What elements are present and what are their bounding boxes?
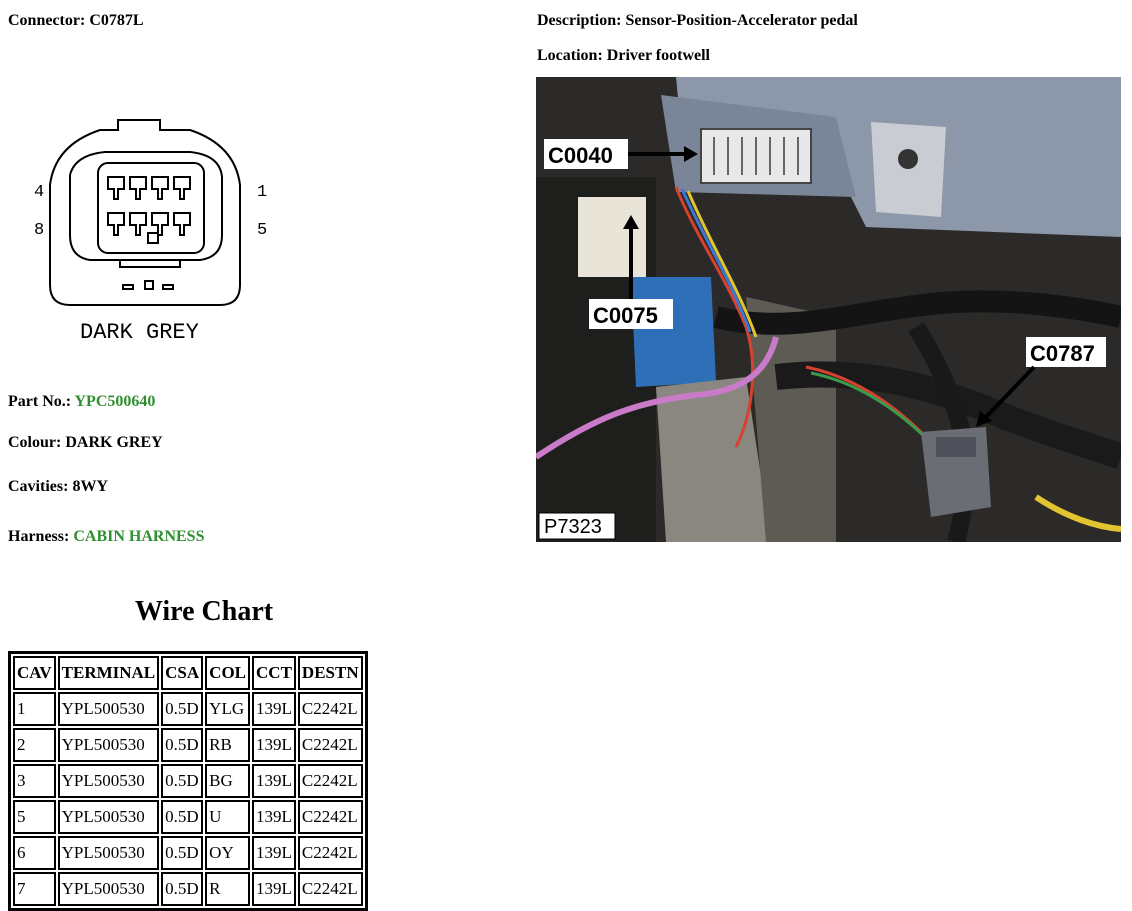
connector-value: C0787L [89,12,144,29]
pin-label-8: 8 [34,221,45,240]
column-header-cav: CAV [13,656,56,690]
photo-id: P7323 [544,516,602,538]
terminal-cell: YPL500530 [58,836,160,870]
cav-cell: 2 [13,728,56,762]
cav-cell: 5 [13,800,56,834]
csa-cell: 0.5D [161,800,203,834]
col-cell: BG [205,764,250,798]
destn-cell: C2242L [298,872,363,906]
part-no-line [8,393,155,411]
pin-label-1: 1 [257,183,268,202]
terminal-cell: YPL500530 [58,800,160,834]
part-no-label: Part No.: [8,393,72,410]
cct-cell: 139L [252,728,296,762]
cavities-line [8,478,108,496]
col-cell: RB [205,728,250,762]
colour-value: DARK GREY [65,434,163,451]
connector-line [8,12,144,30]
colour-label: Colour: [8,434,62,451]
col-cell: U [205,800,250,834]
csa-cell: 0.5D [161,692,203,726]
colour-line [8,434,163,452]
connector-face-diagram [30,105,280,355]
terminal-cell: YPL500530 [58,872,160,906]
cavities-value: 8WY [72,478,108,495]
table-row [13,764,363,798]
cav-cell: 3 [13,764,56,798]
cav-cell: 1 [13,692,56,726]
cct-cell: 139L [252,800,296,834]
callout-c0075: C0075 [593,303,658,328]
location-line [537,47,710,65]
table-row [13,836,363,870]
cavities-label: Cavities: [8,478,69,495]
destn-cell: C2242L [298,800,363,834]
table-header-row [13,656,363,690]
destn-cell: C2242L [298,728,363,762]
harness-label: Harness: [8,528,70,545]
column-header-destn: DESTN [298,656,363,690]
diagram-colour-caption: DARK GREY [80,320,199,345]
cav-cell: 7 [13,872,56,906]
location-value: Driver footwell [606,47,710,64]
table-row [13,692,363,726]
cct-cell: 139L [252,836,296,870]
table-row [13,872,363,906]
table-row [13,800,363,834]
csa-cell: 0.5D [161,764,203,798]
destn-cell: C2242L [298,836,363,870]
cct-cell: 139L [252,764,296,798]
callout-c0040: C0040 [548,143,613,168]
cct-cell: 139L [252,872,296,906]
description-label: Description: [537,12,622,29]
col-cell: YLG [205,692,250,726]
terminal-cell: YPL500530 [58,692,160,726]
description-line [537,12,858,30]
csa-cell: 0.5D [161,728,203,762]
terminal-cell: YPL500530 [58,728,160,762]
harness-link[interactable]: CABIN HARNESS [73,528,205,545]
csa-cell: 0.5D [161,872,203,906]
callout-c0787: C0787 [1030,341,1095,366]
col-cell: R [205,872,250,906]
col-cell: OY [205,836,250,870]
column-header-csa: CSA [161,656,203,690]
harness-line [8,528,204,546]
column-header-cct: CCT [252,656,296,690]
pin-label-4: 4 [34,183,45,202]
destn-cell: C2242L [298,692,363,726]
cavity-row-top [108,177,190,199]
destn-cell: C2242L [298,764,363,798]
column-header-terminal: TERMINAL [58,656,160,690]
description-value: Sensor-Position-Accelerator pedal [625,12,858,29]
column-header-col: COL [205,656,250,690]
location-photo [536,77,1121,542]
wire-chart-title: Wire Chart [134,596,274,627]
pin-label-5: 5 [257,221,268,240]
terminal-cell: YPL500530 [58,764,160,798]
csa-cell: 0.5D [161,836,203,870]
cavity-row-bottom [108,213,190,243]
location-label: Location: [537,47,603,64]
cav-cell: 6 [13,836,56,870]
wire-chart-table [8,651,368,911]
cct-cell: 139L [252,692,296,726]
table-row [13,728,363,762]
part-no-link[interactable]: YPC500640 [74,393,156,410]
connector-label: Connector: [8,12,86,29]
